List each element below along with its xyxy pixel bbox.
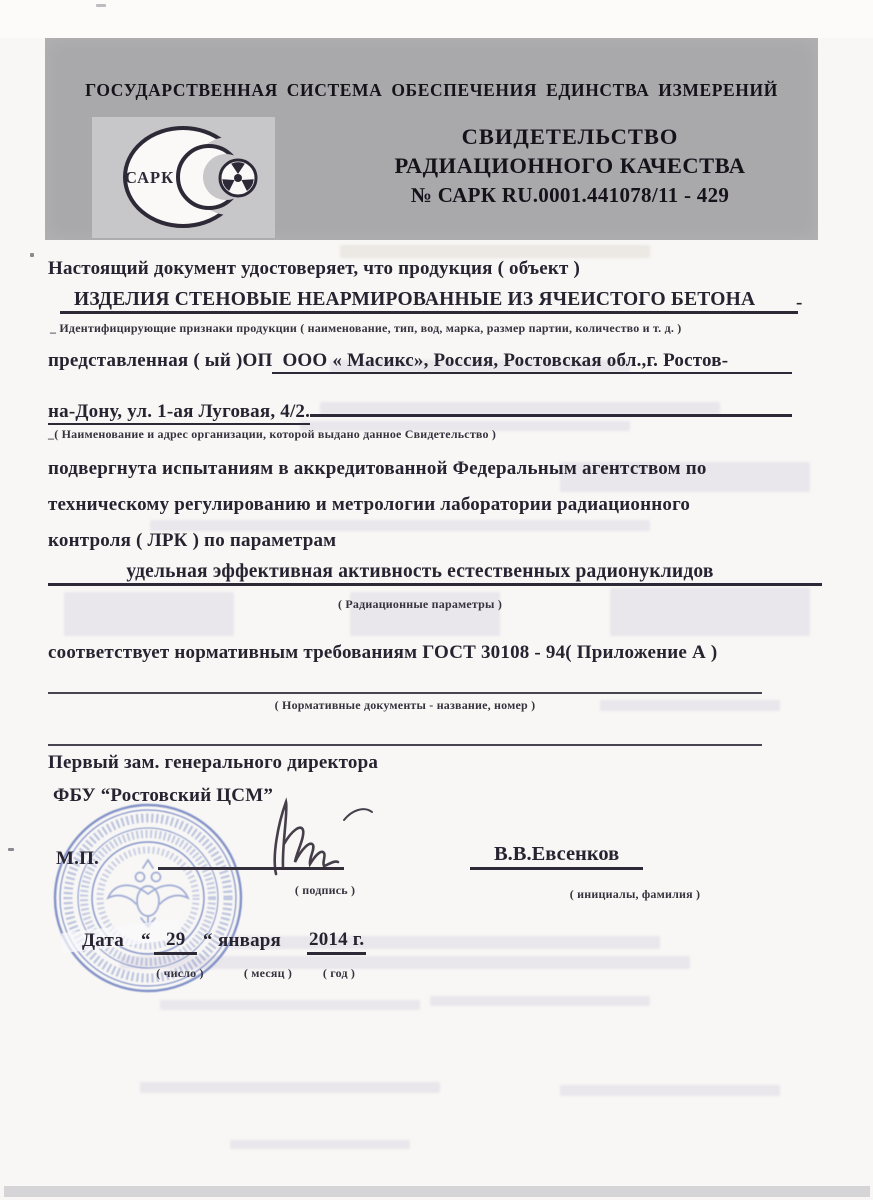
tested-line-3: контроля ( ЛРК ) по параметрам	[48, 530, 337, 551]
signature-stroke	[248, 796, 382, 878]
bleed-artifact	[230, 936, 660, 949]
scan-speck	[96, 4, 106, 7]
sark-logo	[92, 117, 275, 238]
scan-speck	[30, 253, 34, 257]
close-quote: “	[203, 930, 213, 951]
scan-top-margin	[0, 0, 873, 38]
name-caption: ( инициалы, фамилия )	[569, 887, 701, 901]
bleed-artifact	[430, 996, 650, 1006]
product-line: ИЗДЕЛИЯ СТЕНОВЫЕ НЕАРМИРОВАННЫЕ ИЗ ЯЧЕИСТОГО БЕТОНА	[60, 289, 798, 314]
title-line-1: СВИДЕТЕЛЬСТВО	[461, 124, 679, 149]
bleed-artifact	[160, 1000, 420, 1010]
bleed-artifact	[340, 245, 650, 258]
presented-prefix: представленная ( ый )ОП	[48, 350, 273, 371]
signatory-name: В.В.Евсенков	[470, 843, 643, 870]
presented-line	[48, 350, 792, 374]
signatory-position-1: Первый зам. генерального директора	[48, 752, 379, 773]
open-quote: “	[141, 930, 151, 951]
header-band	[45, 38, 818, 240]
product-caption: _ Идентифицирующие признаки продукции ( наименование, тип, вод, марка, размер партии, количество и т. д. )	[50, 321, 682, 335]
bleed-artifact	[560, 1085, 780, 1096]
mp-label: М.П.	[56, 848, 100, 869]
bleed-artifact	[230, 1140, 410, 1149]
signature-caption: ( подпись )	[294, 883, 356, 897]
intro-line: Настоящий документ удостоверяет, что продукция ( объект )	[48, 258, 581, 279]
scan-bottom-edge	[4, 1186, 870, 1197]
horizontal-rule	[48, 692, 762, 694]
bleed-artifact	[610, 588, 810, 636]
organization-address: на-Дону, ул. 1-ая Луговая, 4/2.	[48, 401, 310, 425]
date-label: Дата	[82, 930, 124, 951]
parameter-caption: ( Радиационные параметры )	[337, 597, 503, 611]
date-year: 2014 г.	[307, 929, 366, 955]
month-caption: ( месяц )	[243, 966, 293, 980]
certificate-number: № САРК RU.0001.441078/11 - 429	[410, 183, 730, 207]
product-trailing-dash: -	[796, 292, 803, 313]
tested-line-1: подвергнута испытаниям в аккредитованной Федеральным агентством по	[48, 458, 707, 479]
tested-line-2: техническому регулированию и метрологии лаборатории радиационного	[48, 494, 691, 515]
horizontal-rule	[48, 744, 762, 746]
day-caption: ( число )	[156, 966, 204, 980]
title-line-2: РАДИАЦИОННОГО КАЧЕСТВА	[394, 153, 746, 178]
parameter-line: удельная эффективная активность естественных радионуклидов	[48, 561, 822, 586]
organization-caption: _( Наименование и адрес организации, которой выдано данное Свидетельство )	[48, 427, 497, 441]
blank-line-extension	[310, 390, 792, 417]
scan-speck	[8, 848, 14, 851]
year-caption: ( год )	[322, 966, 356, 980]
eagle-emblem	[108, 860, 188, 927]
sark-logo-graphic	[92, 117, 275, 238]
gsi-system-line: ГОСУДАРСТВЕННАЯ СИСТЕМА ОБЕСПЕЧЕНИЯ ЕДИНСТВА ИЗМЕРЕНИЙ	[85, 80, 778, 100]
normative-caption: ( Нормативные документы - название, номер )	[274, 698, 536, 712]
signatory-position-2: ФБУ “Ростовский ЦСМ”	[53, 785, 274, 806]
organization-name: ООО « Масикс», Россия, Ростовская обл.,г. Ростов-	[272, 350, 792, 374]
address-line	[48, 390, 792, 425]
conformity-line: соответствует нормативным требованиям ГОСТ 30108 - 94( Приложение А )	[48, 642, 718, 663]
bleed-artifact	[140, 1082, 440, 1093]
radiation-icon	[220, 160, 256, 196]
date-day: 29	[154, 929, 197, 955]
date-month: января	[218, 930, 282, 951]
certificate-title-block	[340, 122, 800, 210]
sark-logo-text: САРК	[125, 168, 175, 187]
